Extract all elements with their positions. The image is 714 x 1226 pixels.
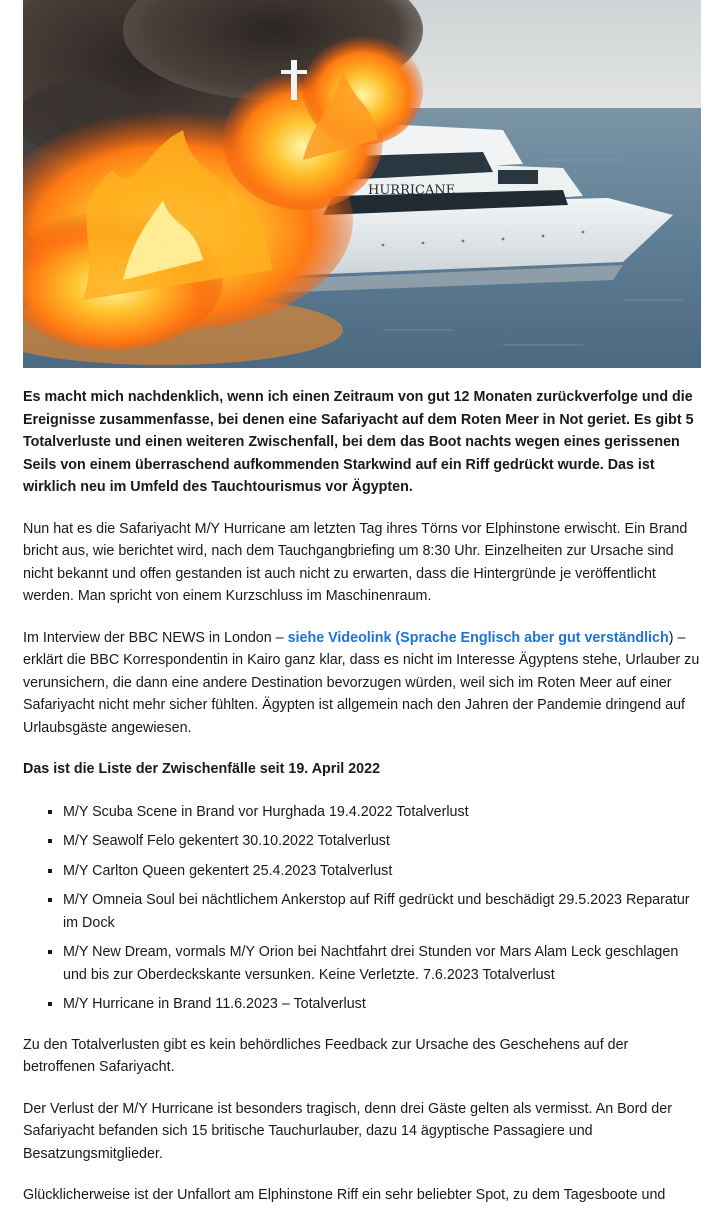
list-item: ▪ M/Y Carlton Queen gekentert 25.4.2023 Totalverlust: [63, 860, 701, 883]
list-item: ▪ M/Y Scuba Scene in Brand vor Hurghada 19.4.2022 Totalverlust: [63, 801, 701, 824]
article-body: [23, 386, 701, 1226]
video-link[interactable]: siehe Videolink (Sprache Englisch aber gut verständlich: [287, 629, 669, 646]
bbc-intro-text: Im Interview der BBC NEWS in London –: [23, 629, 288, 646]
paragraph-hurricane-fire: Nun hat es die Safariyacht M/Y Hurricane am letzten Tag ihres Törns vor Elphinstone erwischt. Ein Brand bricht aus, wie berichtet wird, nach dem Tauchgangbriefing um 8:30 Uhr. Einzelheiten zur Ursache sind nicht bekannt und offen gestanden ist auch nicht zu erwarten, dass die Hintergründe je veröffentlicht werden. Man spricht von einem Kurzschluss im Maschinenraum.: [23, 520, 688, 604]
list-item: ▪ M/Y Omneia Soul bei nächtlichem Ankerstop auf Riff gedrückt und beschädigt 29.5.2023 Reparatur im Dock: [63, 889, 701, 934]
lead-paragraph: Es macht mich nachdenklich, wenn ich einen Zeitraum von gut 12 Monaten zurückverfolge und die Ereignisse zusammenfasse, bei denen eine Safariyacht auf dem Roten Meer in Not geriet. Es gibt 5 Totalverluste und einen weiteren Zwischenfall, bei dem das Boot nachts wegen eines gerissenen Seils von einem überraschend aufkommenden Starkwind auf ein Riff gedrückt wurde. Das ist wirklich neu im Umfeld des Tauchtourismus vor Ägypten.: [23, 389, 694, 495]
incident-list-heading: Das ist die Liste der Zwischenfälle seit 19. April 2022: [23, 761, 381, 777]
paragraph-bbc-interview: [23, 627, 701, 740]
burning-yacht-photo: [23, 0, 701, 368]
hero-image: [23, 0, 701, 368]
list-item: ▪ M/Y New Dream, vormals M/Y Orion bei Nachtfahrt drei Stunden vor Mars Alam Leck geschlagen und bis zur Oberdeckskante versunken. Keine Verletzte. 7.6.2023 Totalverlust: [63, 941, 701, 986]
paragraph-rescue: Glücklicherweise ist der Unfallort am Elphinstone Riff ein sehr beliebter Spot, zu dem Tagesboote und: [23, 1187, 666, 1203]
bbc-rest-text: ) – erklärt die BBC Korrespondentin in Kairo ganz klar, dass es nicht im Interesse Ägyptens stehe, Urlauber zu verunsichern, die dann eine andere Destination bevorzugen würden, weil sich im Roten Meer auf einer Safariyacht nicht mehr sicher fühlten. Ägypten ist allgemein nach den Jahren der Pandemie dringend auf Urlaubsgäste angewiesen.: [23, 629, 700, 736]
incident-list: [23, 801, 701, 1016]
paragraph-missing-guests: Der Verlust der M/Y Hurricane ist besonders tragisch, denn drei Gäste gelten als vermisst. An Bord der Safariyacht befanden sich 15 britische Tauchurlauber, dazu 14 ägyptische Passagiere und Besatzungsmitglieder.: [23, 1100, 672, 1162]
paragraph-no-feedback: Zu den Totalverlusten gibt es kein behördliches Feedback zur Ursache des Geschehens auf der betroffenen Safariyacht.: [23, 1036, 629, 1075]
list-item: ▪ M/Y Seawolf Felo gekentert 30.10.2022 Totalverlust: [63, 830, 701, 853]
list-item: ▪ M/Y Hurricane in Brand 11.6.2023 – Totalverlust: [63, 993, 701, 1016]
hull-name: HURRICANE: [368, 183, 456, 198]
